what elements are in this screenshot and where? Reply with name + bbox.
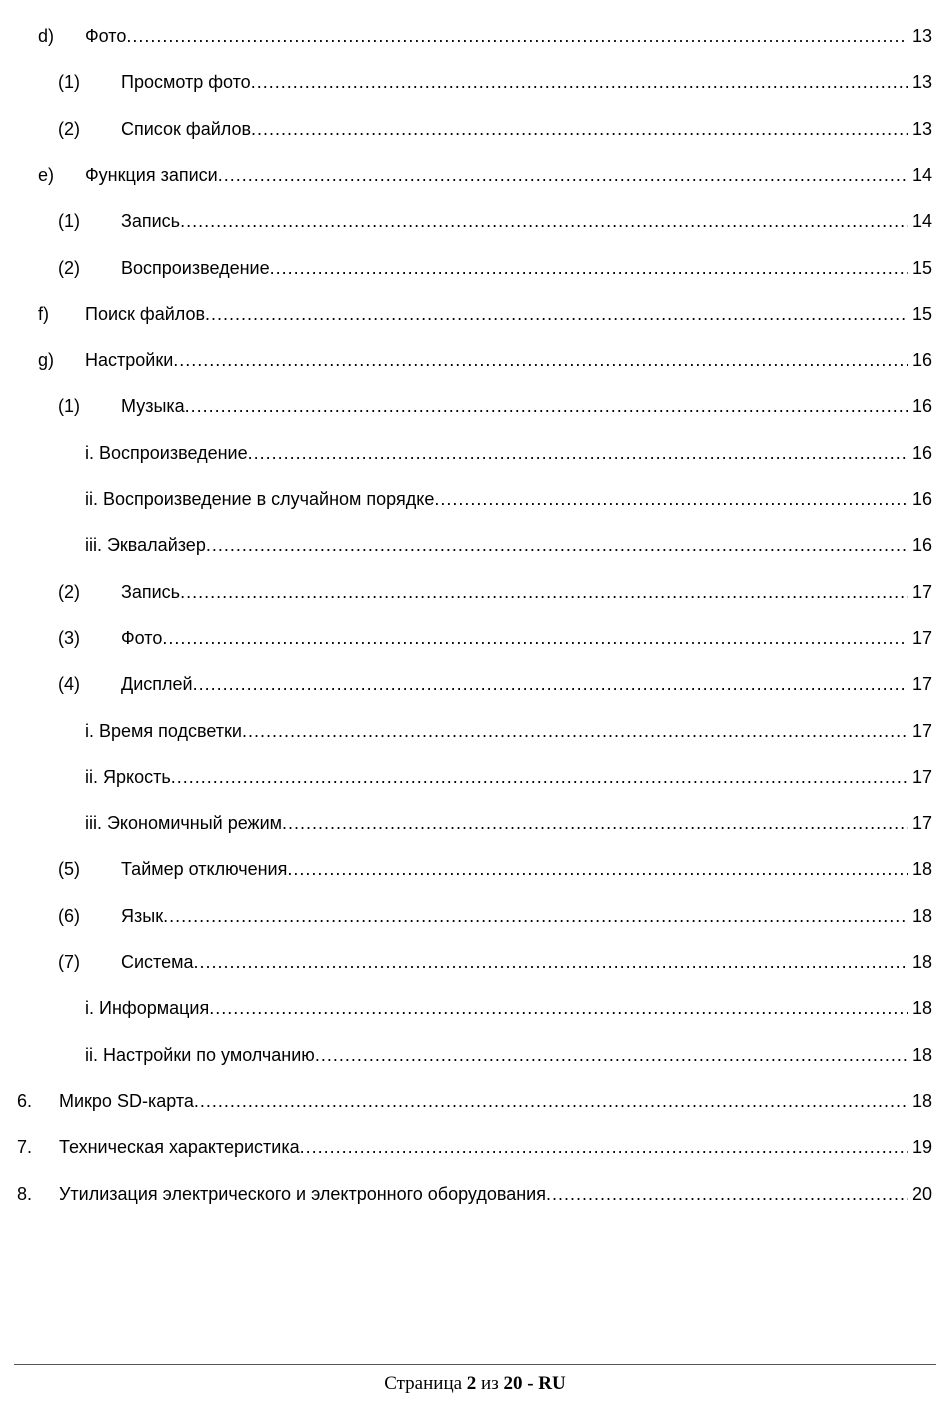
toc-entry-title: Просмотр фото	[121, 69, 251, 95]
toc-entry-page: 16	[911, 489, 932, 509]
toc-entry-line	[85, 810, 932, 836]
toc-entry-title: Дисплей	[121, 671, 193, 697]
toc-entry-page: 18	[911, 1091, 932, 1111]
toc-entry-page: 18	[911, 859, 932, 879]
toc-entry-number: 6.	[17, 1091, 33, 1111]
toc-entry[interactable]	[0, 532, 950, 558]
toc-entry-title: Микро SD-карта	[59, 1088, 194, 1114]
toc-entry-title: Фото	[121, 625, 162, 651]
toc-entry[interactable]	[0, 856, 950, 882]
toc-entry-line	[85, 718, 932, 744]
toc-entry-page: 13	[911, 26, 932, 46]
toc-entry-number: (1)	[58, 396, 80, 416]
toc-entry[interactable]	[0, 625, 950, 651]
toc-entry-number: g)	[38, 350, 55, 370]
toc-entry-line	[121, 671, 932, 697]
toc-entry-page: 18	[911, 952, 932, 972]
toc-entry-page: 13	[911, 72, 932, 92]
toc-entry-number: (2)	[58, 582, 80, 602]
toc-entry-line	[121, 69, 932, 95]
toc-dot-leader	[205, 301, 908, 327]
toc-entry-number: (2)	[58, 258, 80, 278]
toc-entry-line	[121, 856, 932, 882]
toc-dot-leader	[171, 764, 908, 790]
toc-dot-leader	[185, 393, 908, 419]
toc-dot-leader	[209, 995, 908, 1021]
toc-entry-title: Запись	[121, 208, 180, 234]
toc-dot-leader	[180, 208, 908, 234]
toc-entry-page: 19	[911, 1137, 932, 1157]
toc-entry[interactable]	[0, 1134, 950, 1160]
toc-entry[interactable]	[0, 116, 950, 142]
toc-entry-line	[85, 162, 932, 188]
toc-dot-leader	[315, 1042, 908, 1068]
toc-entry-title: iii. Эквалайзер	[85, 532, 206, 558]
toc-entry-line	[121, 949, 932, 975]
page-footer	[0, 1371, 950, 1397]
toc-entry-title: ii. Настройки по умолчанию	[85, 1042, 315, 1068]
toc-entry-page: 17	[911, 767, 932, 787]
toc-entry-number: (6)	[58, 906, 80, 926]
toc-dot-leader	[173, 347, 908, 373]
toc-entry-line	[121, 903, 932, 929]
toc-entry-page: 17	[911, 721, 932, 741]
toc-entry-number: (5)	[58, 859, 80, 879]
toc-entry-line	[85, 23, 932, 49]
toc-entry-title: Фото	[85, 23, 126, 49]
toc-entry[interactable]	[0, 255, 950, 281]
footer-total-pages: 20	[503, 1373, 523, 1394]
toc-entry-line	[85, 486, 932, 512]
toc-entry-number: (1)	[58, 211, 80, 231]
footer-of: из	[481, 1373, 499, 1394]
toc-entry-title: Язык	[121, 903, 163, 929]
toc-entry-title: ii. Воспроизведение в случайном порядке	[85, 486, 434, 512]
toc-entry-line	[59, 1181, 932, 1207]
toc-entry-title: Функция записи	[85, 162, 218, 188]
toc-entry-title: Техническая характеристика	[59, 1134, 300, 1160]
toc-dot-leader	[251, 69, 908, 95]
toc-entry[interactable]	[0, 23, 950, 49]
toc-dot-leader	[282, 810, 908, 836]
toc-dot-leader	[251, 116, 908, 142]
footer-prefix: Страница	[384, 1373, 463, 1394]
toc-entry-line	[59, 1134, 932, 1160]
toc-entry-line	[121, 255, 932, 281]
toc-dot-leader	[206, 532, 908, 558]
toc-dot-leader	[180, 579, 908, 605]
toc-entry-title: Воспроизведение	[121, 255, 270, 281]
toc-entry-number: (2)	[58, 119, 80, 139]
toc-dot-leader	[193, 671, 908, 697]
toc-entry-page: 17	[911, 813, 932, 833]
toc-entry-page: 14	[911, 165, 932, 185]
toc-dot-leader	[248, 440, 908, 466]
toc-dot-leader	[300, 1134, 908, 1160]
toc-entry[interactable]	[0, 486, 950, 512]
toc-entry[interactable]	[0, 1088, 950, 1114]
toc-entry-page: 17	[911, 674, 932, 694]
toc-entry-page: 18	[911, 998, 932, 1018]
footer-current-page: 2	[466, 1373, 477, 1394]
toc-entry-number: d)	[38, 26, 55, 46]
toc-entry[interactable]	[0, 671, 950, 697]
toc-entry[interactable]	[0, 718, 950, 744]
toc-entry-number: 7.	[17, 1137, 33, 1157]
toc-entry-title: ii. Яркость	[85, 764, 171, 790]
toc-entry-title: Музыка	[121, 393, 185, 419]
toc-entry-line	[85, 301, 932, 327]
toc-entry-title: i. Время подсветки	[85, 718, 242, 744]
toc-entry-line	[121, 393, 932, 419]
toc-entry[interactable]	[0, 949, 950, 975]
footer-suffix: - RU	[527, 1373, 566, 1394]
toc-entry-number: e)	[38, 165, 55, 185]
toc-entry-line	[85, 347, 932, 373]
toc-entry-page: 15	[911, 258, 932, 278]
toc-entry-title: Утилизация электрического и электронного оборудования	[59, 1181, 546, 1207]
toc-entry-page: 17	[911, 628, 932, 648]
toc-entry-page: 16	[911, 396, 932, 416]
toc-entry[interactable]	[0, 440, 950, 466]
toc-entry-title: Система	[121, 949, 194, 975]
toc-entry-line	[59, 1088, 932, 1114]
toc-dot-leader	[270, 255, 908, 281]
toc-entry[interactable]	[0, 393, 950, 419]
toc-entry-page: 18	[911, 906, 932, 926]
toc-entry[interactable]	[0, 903, 950, 929]
toc-entry-line	[85, 532, 932, 558]
toc-entry-number: (3)	[58, 628, 80, 648]
toc-entry-number: f)	[38, 304, 49, 324]
toc-entry[interactable]	[0, 1042, 950, 1068]
toc-dot-leader	[546, 1181, 908, 1207]
toc-entry-number: (4)	[58, 674, 80, 694]
toc-entry-line	[85, 995, 932, 1021]
toc-entry[interactable]	[0, 764, 950, 790]
toc-entry-title: Запись	[121, 579, 180, 605]
toc-entry[interactable]	[0, 347, 950, 373]
toc-entry-title: Таймер отключения	[121, 856, 287, 882]
toc-entry-line	[121, 625, 932, 651]
toc-dot-leader	[163, 903, 908, 929]
toc-entry-page: 15	[911, 304, 932, 324]
toc-dot-leader	[194, 1088, 908, 1114]
toc-entry-line	[121, 579, 932, 605]
toc-entry-page: 14	[911, 211, 932, 231]
toc-entry[interactable]	[0, 69, 950, 95]
toc-entry-page: 16	[911, 535, 932, 555]
toc-entry-page: 16	[911, 350, 932, 370]
toc-entry[interactable]	[0, 995, 950, 1021]
toc-entry-title: i. Информация	[85, 995, 209, 1021]
toc-entry-page: 13	[911, 119, 932, 139]
toc-entry-page: 17	[911, 582, 932, 602]
toc-entry-page: 20	[911, 1184, 932, 1204]
toc-entry[interactable]	[0, 162, 950, 188]
toc-entry-title: i. Воспроизведение	[85, 440, 248, 466]
toc-entry-number: 8.	[17, 1184, 33, 1204]
toc-entry-title: Настройки	[85, 347, 173, 373]
toc-entry[interactable]	[0, 1181, 950, 1207]
toc-entry-line	[85, 764, 932, 790]
toc-dot-leader	[194, 949, 908, 975]
toc-entry-page: 18	[911, 1045, 932, 1065]
toc-entry-line	[85, 1042, 932, 1068]
toc-entry[interactable]	[0, 579, 950, 605]
toc-dot-leader	[434, 486, 908, 512]
toc-entry-page: 16	[911, 443, 932, 463]
toc-entry[interactable]	[0, 810, 950, 836]
toc-entry-line	[85, 440, 932, 466]
toc-dot-leader	[287, 856, 908, 882]
toc-entry-number: (7)	[58, 952, 80, 972]
toc-entry-title: iii. Экономичный режим	[85, 810, 282, 836]
toc-entry-line	[121, 116, 932, 142]
toc-entry-title: Поиск файлов	[85, 301, 205, 327]
toc-entry-line	[121, 208, 932, 234]
toc-entry[interactable]	[0, 301, 950, 327]
footer-divider	[14, 1364, 936, 1365]
toc-dot-leader	[162, 625, 908, 651]
toc-dot-leader	[242, 718, 908, 744]
toc-entry[interactable]	[0, 208, 950, 234]
toc-entry-number: (1)	[58, 72, 80, 92]
toc-dot-leader	[126, 23, 908, 49]
toc-entry-title: Список файлов	[121, 116, 251, 142]
toc-dot-leader	[218, 162, 908, 188]
